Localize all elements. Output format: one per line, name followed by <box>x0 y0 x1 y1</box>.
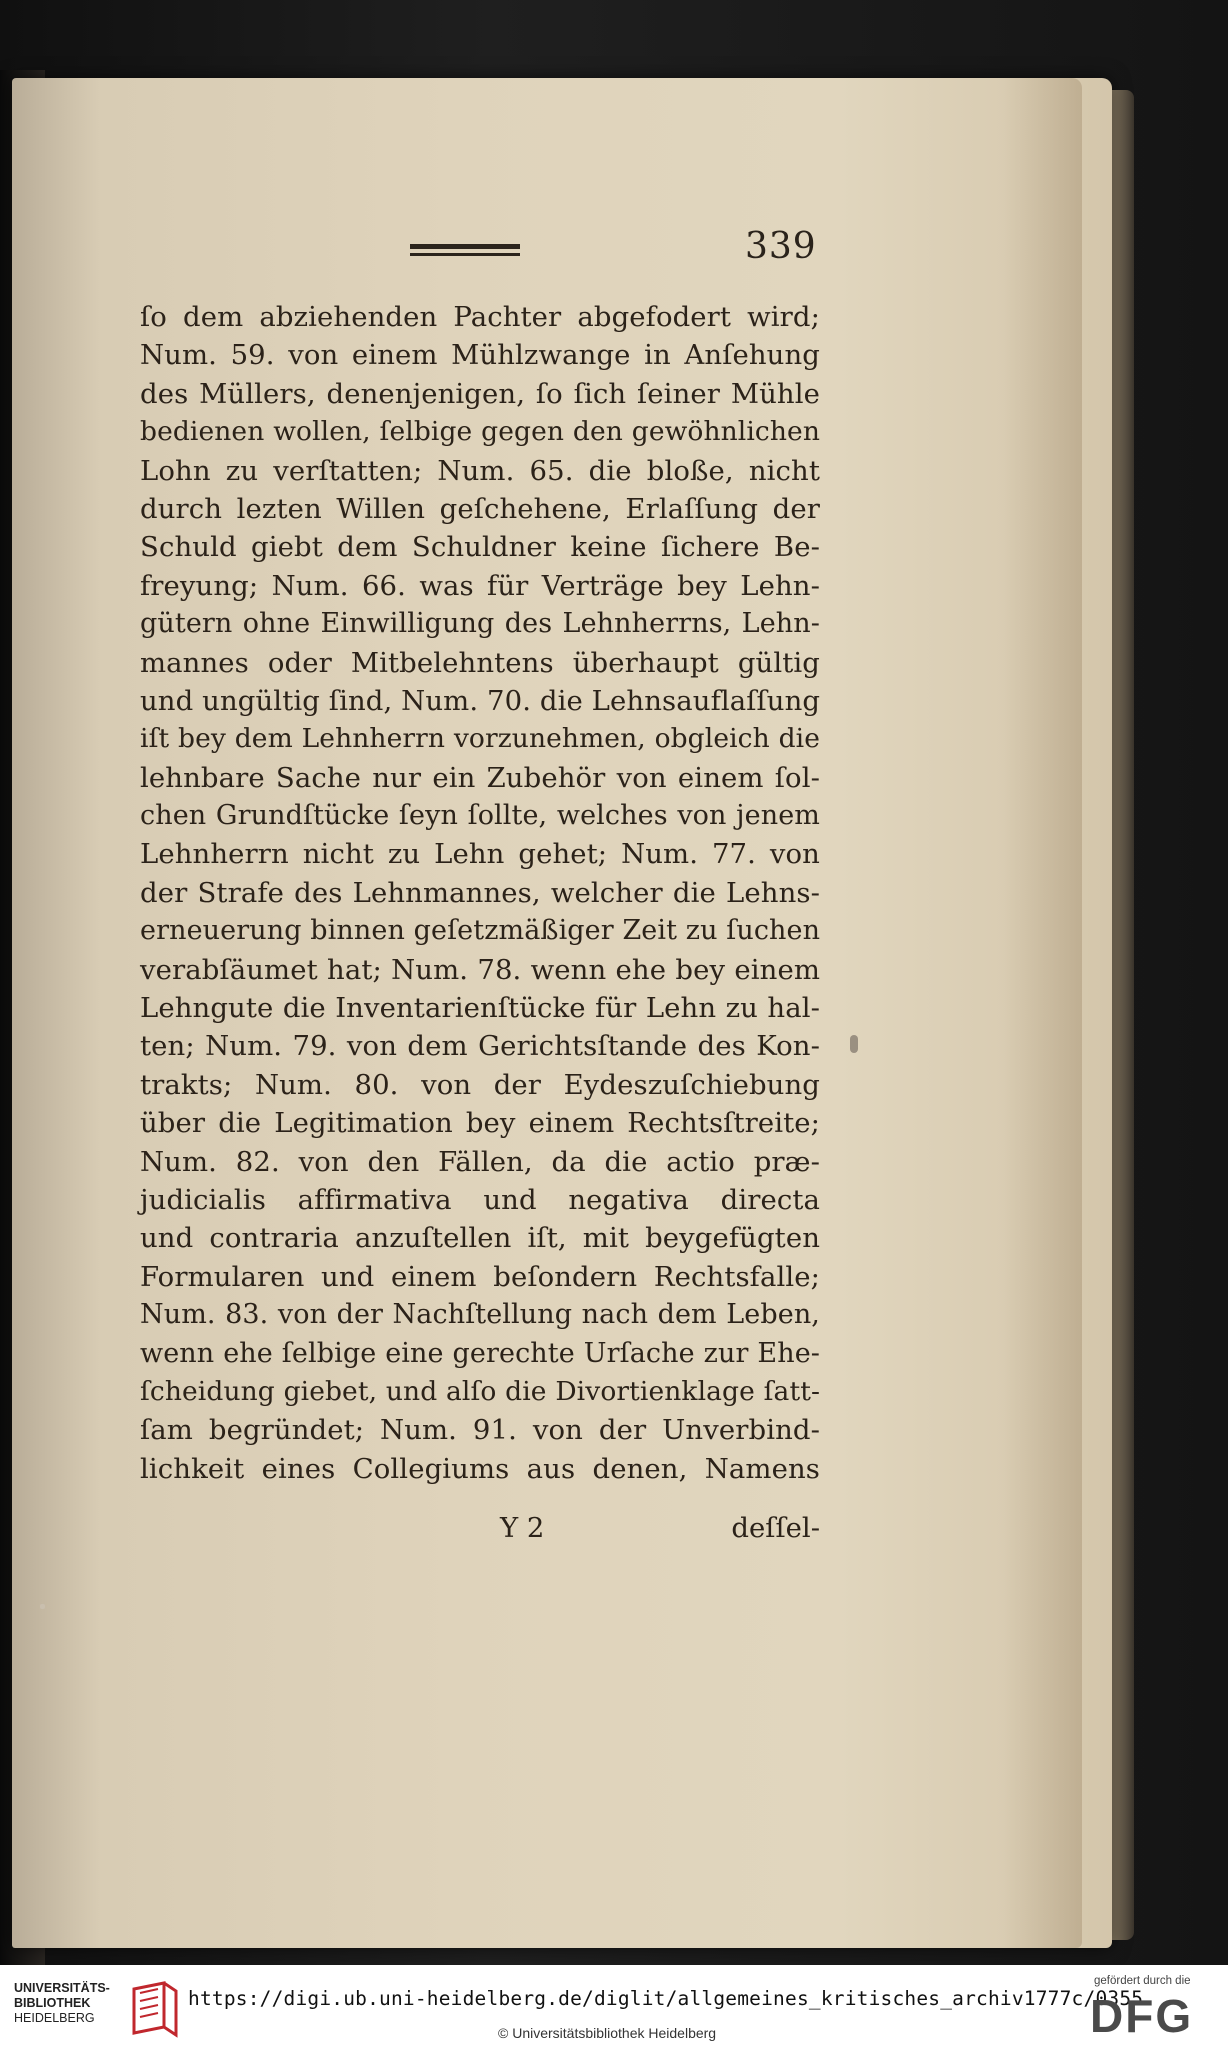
funding-note: gefördert durch die <box>1094 1975 1191 1987</box>
text-line: Num. 59. von einem Mühlzwange in Anſehung <box>140 339 820 372</box>
catchword: deſſel- <box>731 1512 820 1544</box>
text-line: Num. 82. von den Fällen, da die actio præ- <box>140 1145 820 1178</box>
text-line: iſt bey dem Lehnherrn vorzunehmen, obgleich die <box>140 723 820 755</box>
library-logo[interactable] <box>14 1979 174 2039</box>
library-name-line2: BIBLIOTHEK <box>14 1996 91 2010</box>
text-line: verabſäumet hat; Num. 78. wenn ehe bey einem <box>140 953 820 986</box>
text-line: über die Legitimation bey einem Rechtsſtreite; <box>140 1107 820 1140</box>
text-line: judicialis affirmativa und negativa directa <box>140 1183 820 1216</box>
page-stack-edge <box>1112 90 1134 1940</box>
library-name-line3: HEIDELBERG <box>14 2011 95 2025</box>
text-line: ten; Num. 79. von dem Gerichtsſtande des Kon- <box>140 1030 820 1063</box>
text-line: gütern ohne Einwilligung des Lehnherrns, Lehn- <box>140 608 820 640</box>
text-line: der Strafe des Lehnmannes, welcher die Lehns- <box>140 876 820 909</box>
library-emblem-icon <box>124 1979 184 2039</box>
page-edge-stain <box>1002 78 1082 1948</box>
text-line: ſam begründet; Num. 91. von der Unverbind- <box>140 1414 820 1447</box>
text-line: Num. 83. von der Nachſtellung nach dem Leben, <box>140 1299 820 1331</box>
binding-mark <box>850 1035 858 1053</box>
text-line: ſo dem abziehenden Pachter abgefodert wird; <box>140 301 820 333</box>
text-line: freyung; Num. 66. was für Verträge bey Lehn- <box>140 569 820 602</box>
text-line: lichkeit eines Collegiums aus denen, Namens <box>140 1452 820 1485</box>
text-line: Lehngute die Inventarienſtücke für Lehn zu hal- <box>140 992 820 1025</box>
dfg-wordmark: DFG <box>1090 1990 1194 2042</box>
text-line: durch lezten Willen geſchehene, Erlaſſung der <box>140 492 820 525</box>
text-line: erneuerung binnen geſetzmäßiger Zeit zu ſuchen <box>140 915 821 947</box>
text-line: ſcheidung giebet, und alſo die Divortienklage ſatt- <box>140 1375 820 1407</box>
library-name <box>14 1981 110 2026</box>
viewer-footer <box>0 1965 1228 2053</box>
text-line: Formularen und einem beſondern Rechtsfalle; <box>140 1260 820 1293</box>
signature-mark: Y 2 <box>500 1512 545 1544</box>
text-line: chen Grundſtücke ſeyn ſollte, welches von jenem <box>140 800 820 832</box>
text-line: mannes oder Mitbelehntens überhaupt gültig <box>140 646 820 679</box>
header-rule <box>410 244 520 258</box>
text-line: Lehnherrn nicht zu Lehn gehet; Num. 77. von <box>140 838 820 871</box>
copyright-notice: © Universitätsbibliothek Heidelberg <box>498 2025 717 2041</box>
text-line: und ungültig ſind, Num. 70. die Lehnsauflaſſung <box>140 684 821 717</box>
margin-speck <box>40 1604 45 1609</box>
page-number: 339 <box>745 226 817 267</box>
text-line: Schuld giebt dem Schuldner keine ſichere Be- <box>140 531 820 564</box>
library-name-line1: UNIVERSITÄTS- <box>14 1981 110 1995</box>
text-line: lehnbare Sache nur ein Zubehör von einem ſol- <box>140 761 820 794</box>
text-line: trakts; Num. 80. von der Eydeszuſchiebung <box>140 1068 820 1101</box>
text-line: Lohn zu verſtatten; Num. 65. die bloße, nicht <box>140 454 820 487</box>
page-foot-line <box>140 1512 820 1552</box>
body-text <box>140 298 820 1488</box>
text-line: und contraria anzuſtellen iſt, mit beygefügten <box>140 1222 820 1255</box>
permalink-url[interactable]: https://digi.ub.uni-heidelberg.de/diglit/allgemeines_kritisches_archiv1777c/0355 <box>188 1987 1144 2010</box>
text-line: des Müllers, denenjenigen, ſo ſich ſeiner Mühle <box>140 377 820 410</box>
dfg-logo[interactable] <box>1090 1975 1210 2047</box>
text-line: bedienen wollen, ſelbige gegen den gewöhnlichen <box>140 416 820 448</box>
text-line: wenn ehe ſelbige eine gerechte Urſache zur Ehe- <box>140 1337 820 1369</box>
